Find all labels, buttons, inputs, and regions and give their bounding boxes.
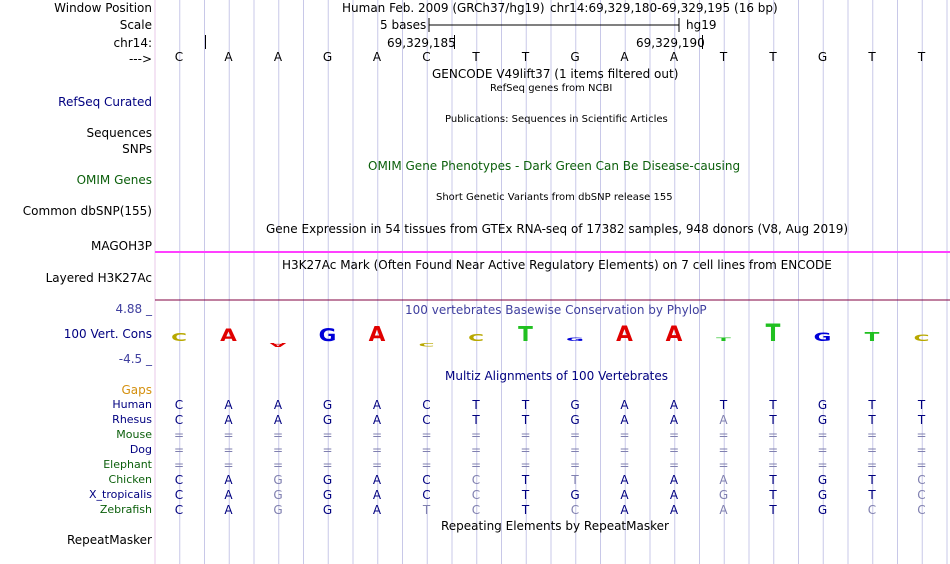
alignment-base: = bbox=[223, 428, 234, 442]
alignment-base: C bbox=[422, 398, 431, 412]
alignment-base: G bbox=[273, 473, 283, 487]
alignment-base: G bbox=[570, 413, 580, 427]
conservation-logo-base: G bbox=[813, 330, 832, 345]
alignment-base: = bbox=[272, 428, 284, 442]
alignment-base: A bbox=[372, 503, 382, 517]
magoh3p-label[interactable]: MAGOH3P bbox=[91, 239, 152, 253]
reference-base: A bbox=[669, 50, 679, 64]
alignment-base: = bbox=[817, 428, 828, 442]
alignment-base: A bbox=[273, 413, 283, 427]
alignment-base: = bbox=[173, 428, 185, 442]
alignment-base: T bbox=[917, 413, 926, 427]
assembly-title: Human Feb. 2009 (GRCh37/hg19) bbox=[342, 1, 545, 15]
alignment-base: A bbox=[372, 398, 382, 412]
alignment-base: G bbox=[570, 488, 580, 502]
repeatmasker-track-title[interactable]: Repeating Elements by RepeatMasker bbox=[441, 519, 669, 533]
alignment-base: T bbox=[472, 413, 480, 427]
alignment-base: = bbox=[916, 443, 927, 457]
species-label-dog[interactable]: Dog bbox=[129, 443, 152, 456]
alignment-base: A bbox=[372, 488, 382, 502]
alignment-base: = bbox=[173, 443, 185, 457]
refseq-track-title[interactable]: RefSeq genes from NCBI bbox=[490, 83, 613, 94]
alignment-base: A bbox=[620, 473, 629, 487]
coord-tick-a: 69,329,185 bbox=[387, 36, 456, 50]
gencode-track-title[interactable]: GENCODE V49lift37 (1 items filtered out) bbox=[432, 67, 679, 81]
reference-base: T bbox=[868, 50, 876, 64]
alignment-base: C bbox=[174, 398, 184, 412]
conservation-logo-base: T bbox=[864, 330, 880, 345]
alignment-base: = bbox=[173, 458, 185, 472]
reference-base: T bbox=[521, 50, 530, 64]
conservation-logo-base: A bbox=[269, 341, 287, 349]
alignment-base: T bbox=[472, 398, 480, 412]
alignment-base: A bbox=[224, 398, 233, 412]
conservation-logo-base: T bbox=[518, 321, 533, 346]
alignment-base: = bbox=[223, 458, 234, 472]
alignment-base: G bbox=[817, 488, 828, 502]
alignment-base: A bbox=[620, 413, 629, 427]
alignment-base: T bbox=[571, 473, 579, 487]
reference-base: G bbox=[817, 50, 828, 64]
conservation-logo-base: T bbox=[716, 337, 731, 343]
alignment-base: = bbox=[668, 458, 680, 472]
alignment-base: T bbox=[769, 503, 777, 517]
alignment-base: = bbox=[371, 458, 383, 472]
alignment-base: A bbox=[669, 473, 679, 487]
conservation-min-label: -4.5 _ bbox=[118, 352, 152, 366]
alignment-base: = bbox=[668, 443, 680, 457]
alignment-base: = bbox=[916, 428, 927, 442]
alignment-base: = bbox=[767, 443, 779, 457]
alignment-base: A bbox=[224, 413, 233, 427]
alignment-base: C bbox=[917, 473, 926, 487]
alignment-base: C bbox=[471, 473, 481, 487]
alignment-base: T bbox=[521, 503, 530, 517]
alignment-base: G bbox=[718, 488, 729, 502]
alignment-base: = bbox=[866, 428, 878, 442]
alignment-base: C bbox=[422, 413, 431, 427]
strand-label: ---> bbox=[128, 52, 152, 66]
common-dbsnp-label[interactable]: Common dbSNP(155) bbox=[22, 204, 152, 218]
alignment-base: = bbox=[322, 458, 333, 472]
alignment-base: A bbox=[719, 503, 728, 517]
alignment-base: = bbox=[866, 458, 878, 472]
omim-track-title[interactable]: OMIM Gene Phenotypes - Dark Green Can Be Disease-causing bbox=[368, 159, 741, 173]
species-label-mouse[interactable]: Mouse bbox=[116, 428, 152, 441]
reference-base: C bbox=[422, 50, 431, 64]
alignment-base: T bbox=[769, 488, 777, 502]
repeatmasker-label[interactable]: RepeatMasker bbox=[66, 533, 152, 547]
alignment-base: A bbox=[669, 413, 679, 427]
alignment-base: = bbox=[272, 443, 284, 457]
reference-base: G bbox=[322, 50, 333, 64]
alignment-base: = bbox=[718, 428, 729, 442]
conservation-logo-base: C bbox=[468, 331, 484, 344]
alignment-base: A bbox=[620, 398, 629, 412]
conservation-logo-base: A bbox=[665, 322, 683, 347]
alignment-base: = bbox=[371, 443, 383, 457]
alignment-base: = bbox=[817, 443, 828, 457]
alignment-base: C bbox=[174, 503, 184, 517]
vert-cons-label[interactable]: 100 Vert. Cons bbox=[63, 327, 152, 341]
species-label-rhesus[interactable]: Rhesus bbox=[112, 413, 152, 426]
alignment-base: C bbox=[174, 413, 184, 427]
window-position-text: chr14:69,329,180-69,329,195 (16 bp) bbox=[550, 1, 778, 15]
alignment-base: C bbox=[917, 488, 926, 502]
alignment-base: = bbox=[470, 428, 482, 442]
conservation-logo-base: G bbox=[318, 324, 337, 346]
species-label-chicken[interactable]: Chicken bbox=[108, 473, 152, 486]
reference-base: A bbox=[224, 50, 233, 64]
alignment-base: = bbox=[619, 428, 630, 442]
snps-label[interactable]: SNPs bbox=[122, 142, 152, 156]
alignment-base: = bbox=[569, 428, 581, 442]
alignment-base: = bbox=[322, 428, 333, 442]
alignment-base: = bbox=[520, 443, 531, 457]
conservation-logo-base: A bbox=[616, 322, 633, 347]
conservation-logo-base: T bbox=[765, 319, 781, 348]
alignment-base: = bbox=[569, 458, 581, 472]
reference-base: A bbox=[273, 50, 283, 64]
alignment-base: C bbox=[174, 473, 184, 487]
alignment-base: T bbox=[521, 473, 530, 487]
alignment-base: = bbox=[619, 458, 630, 472]
h3k27ac-line bbox=[155, 250, 950, 254]
alignment-base: = bbox=[718, 443, 729, 457]
alignment-base: T bbox=[521, 398, 530, 412]
alignment-base: T bbox=[868, 473, 876, 487]
alignment-base: G bbox=[322, 503, 333, 517]
dbsnp-track-title[interactable]: Short Genetic Variants from dbSNP release 155 bbox=[436, 192, 673, 203]
alignment-base: = bbox=[371, 428, 383, 442]
alignment-base: T bbox=[769, 473, 777, 487]
conservation-logo bbox=[0, 300, 950, 370]
alignment-base: A bbox=[372, 413, 382, 427]
reference-base: T bbox=[917, 50, 926, 64]
alignment-base: C bbox=[174, 488, 184, 502]
alignment-base: = bbox=[470, 443, 482, 457]
alignment-base: T bbox=[521, 413, 530, 427]
alignment-base: C bbox=[471, 503, 481, 517]
conservation-logo-base: A bbox=[220, 325, 237, 346]
alignment-base: A bbox=[719, 413, 728, 427]
alignment-base: = bbox=[619, 443, 630, 457]
species-label-human[interactable]: Human bbox=[112, 398, 152, 411]
publications-track-title[interactable]: Publications: Sequences in Scientific Articles bbox=[445, 114, 668, 125]
alignment-base: G bbox=[273, 488, 283, 502]
coord-tick-b: 69,329,190 bbox=[636, 36, 705, 50]
alignment-base: C bbox=[422, 488, 431, 502]
alignment-base: = bbox=[817, 458, 828, 472]
alignment-base: A bbox=[669, 503, 679, 517]
alignment-base: = bbox=[569, 443, 581, 457]
alignment-base: = bbox=[520, 458, 531, 472]
alignment-base: = bbox=[470, 458, 482, 472]
alignment-base: A bbox=[273, 398, 283, 412]
alignment-base: = bbox=[767, 458, 779, 472]
alignment-base: C bbox=[867, 503, 877, 517]
multiz-track-title[interactable]: Multiz Alignments of 100 Vertebrates bbox=[445, 369, 669, 383]
alignment-base: = bbox=[272, 458, 284, 472]
reference-base: A bbox=[372, 50, 382, 64]
alignment-base: = bbox=[767, 428, 779, 442]
reference-base: C bbox=[174, 50, 184, 64]
alignment-base: T bbox=[769, 413, 777, 427]
alignment-base: C bbox=[917, 503, 926, 517]
alignment-base: = bbox=[916, 458, 927, 472]
alignment-base: A bbox=[372, 473, 382, 487]
alignment-base: = bbox=[866, 443, 878, 457]
gtex-track-title[interactable]: Gene Expression in 54 tissues from GTEx RNA-seq of 17382 samples, 948 donors (V8, Aug 2019) bbox=[266, 222, 849, 236]
chrom-label: chr14: bbox=[113, 36, 152, 50]
alignment-base: G bbox=[322, 413, 333, 427]
alignment-base: T bbox=[868, 398, 876, 412]
alignment-base: C bbox=[570, 503, 580, 517]
alignment-base: G bbox=[322, 398, 333, 412]
alignment-base: T bbox=[868, 488, 876, 502]
conservation-logo-base: C bbox=[418, 341, 435, 347]
alignment-base: T bbox=[769, 398, 777, 412]
alignment-base: = bbox=[421, 443, 432, 457]
h3k27ac-track-title[interactable]: H3K27Ac Mark (Often Found Near Active Regulatory Elements) on 7 cell lines from ENCODE bbox=[282, 258, 832, 272]
alignment-base: T bbox=[719, 398, 728, 412]
alignment-base: G bbox=[817, 503, 828, 517]
alignment-base: = bbox=[718, 458, 729, 472]
gaps-label[interactable]: Gaps bbox=[121, 383, 152, 397]
conservation-logo-base: C bbox=[171, 331, 187, 345]
species-label-zebrafish[interactable]: Zebrafish bbox=[99, 503, 152, 516]
alignment-base: A bbox=[719, 473, 728, 487]
species-label-elephant[interactable]: Elephant bbox=[103, 458, 152, 471]
reference-base: T bbox=[719, 50, 728, 64]
species-label-x_tropicalis[interactable]: X_tropicalis bbox=[88, 488, 152, 501]
reference-base: G bbox=[570, 50, 580, 64]
scale-db: hg19 bbox=[686, 18, 717, 32]
alignment-base: G bbox=[273, 503, 283, 517]
reference-base: A bbox=[620, 50, 629, 64]
alignment-base: A bbox=[669, 398, 679, 412]
alignment-base: G bbox=[570, 398, 580, 412]
alignment-base: = bbox=[223, 443, 234, 457]
alignment-base: = bbox=[668, 428, 680, 442]
sequences-label[interactable]: Sequences bbox=[86, 126, 152, 140]
alignment-base: G bbox=[322, 488, 333, 502]
scale-text: 5 bases bbox=[380, 18, 427, 32]
alignment-base: A bbox=[620, 503, 629, 517]
reference-base: T bbox=[769, 50, 777, 64]
conservation-track-title[interactable]: 100 vertebrates Basewise Conservation by PhyloP bbox=[405, 303, 707, 317]
scale-bar bbox=[428, 17, 688, 33]
alignment-base: G bbox=[817, 413, 828, 427]
alignment-base: A bbox=[224, 473, 233, 487]
omim-genes-label[interactable]: OMIM Genes bbox=[76, 173, 152, 187]
conservation-logo-base: C bbox=[913, 332, 930, 344]
layered-h3k27ac-label[interactable]: Layered H3K27Ac bbox=[45, 271, 152, 285]
alignment-base: = bbox=[421, 458, 432, 472]
alignment-base: T bbox=[917, 398, 926, 412]
alignment-base: C bbox=[471, 488, 481, 502]
scale-label: Scale bbox=[119, 18, 152, 32]
alignment-base: A bbox=[669, 488, 679, 502]
alignment-base: A bbox=[224, 488, 233, 502]
conservation-max-label: 4.88 _ bbox=[115, 302, 152, 316]
alignment-base: T bbox=[422, 503, 431, 517]
alignment-base: = bbox=[322, 443, 333, 457]
alignment-base: C bbox=[422, 473, 431, 487]
reference-base: T bbox=[472, 50, 480, 64]
refseq-curated-label[interactable]: RefSeq Curated bbox=[58, 95, 152, 109]
alignment-base: G bbox=[322, 473, 333, 487]
alignment-base: G bbox=[817, 473, 828, 487]
conservation-logo-base: G bbox=[566, 337, 584, 343]
conservation-logo-base: A bbox=[368, 321, 386, 346]
alignment-base: A bbox=[620, 488, 629, 502]
alignment-base: T bbox=[868, 413, 876, 427]
alignment-base: A bbox=[224, 503, 233, 517]
alignment-base: = bbox=[421, 428, 432, 442]
alignment-base: = bbox=[520, 428, 531, 442]
alignment-base: T bbox=[521, 488, 530, 502]
alignment-base: G bbox=[817, 398, 828, 412]
window-position-label: Window Position bbox=[54, 1, 152, 15]
